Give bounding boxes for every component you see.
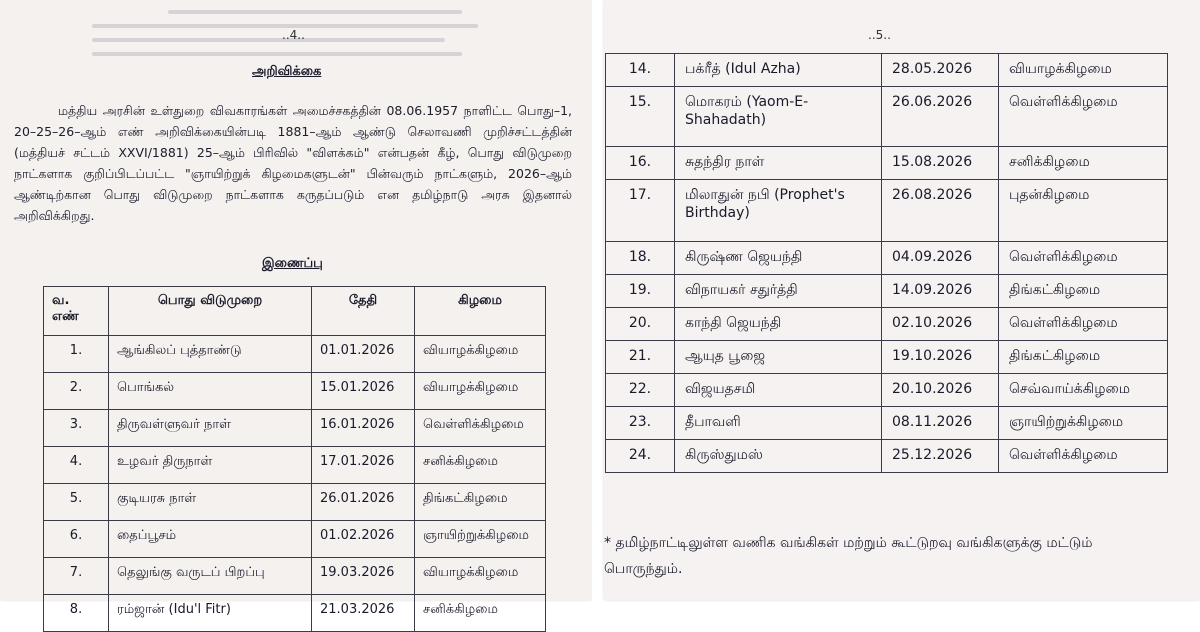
table-row bbox=[606, 374, 1168, 407]
date-cell: 26.06.2026 bbox=[882, 87, 999, 147]
serial-cell: 6. bbox=[44, 521, 109, 558]
table-row bbox=[44, 373, 546, 410]
header-day: கிழமை bbox=[415, 287, 546, 336]
serial-cell: 3. bbox=[44, 410, 109, 447]
holiday-cell: பொங்கல் bbox=[109, 373, 312, 410]
left-page bbox=[0, 0, 592, 617]
day-cell: திங்கட்கிழமை bbox=[999, 341, 1168, 374]
holiday-cell: ரம்ஜான் (Idu'l Fitr) bbox=[109, 595, 312, 632]
date-cell: 26.01.2026 bbox=[312, 484, 415, 521]
notice-paragraph: மத்திய அரசின் உள்துறை விவகாரங்கள் அமைச்சகத்தின் 08.06.1957 நாளிட்ட பொது–1, 20–25–26–ஆம் எண் அறிவிக்கையின்படி 1881–ஆம் ஆண்டு செலாவணி முறிச்சட்டத்தின் (மத்தியச் சட்டம் XXVI/1881) 25–ஆம் பிரிவில் "விளக்கம்" என்பதன் கீழ், பொது விடுமுறை நாட்களாக குறிப்பிடப்பட்ட "ஞாயிற்றுக் கிழமைகளுடன்" பின்வரும் நாட்களும், 2026–ஆம் ஆண்டிற்கான பொது விடுமுறை நாட்களாக கருதப்படும் என தமிழ்நாடு அரசு இதனால் அறிவிக்கிறது. bbox=[14, 103, 572, 223]
serial-cell: 4. bbox=[44, 447, 109, 484]
table-row bbox=[606, 147, 1168, 180]
header-date: தேதி bbox=[312, 287, 415, 336]
serial-cell: 21. bbox=[606, 341, 675, 374]
day-cell: வியாழக்கிழமை bbox=[415, 558, 546, 595]
date-cell: 28.05.2026 bbox=[882, 54, 999, 87]
holiday-cell: காந்தி ஜெயந்தி bbox=[675, 308, 882, 341]
table-header-row bbox=[44, 287, 546, 336]
table-row bbox=[606, 242, 1168, 275]
serial-cell: 17. bbox=[606, 180, 675, 242]
annex-title: இணைப்பு bbox=[262, 256, 323, 271]
right-page bbox=[604, 0, 1200, 600]
day-cell: சனிக்கிழமை bbox=[415, 447, 546, 484]
date-cell: 19.03.2026 bbox=[312, 558, 415, 595]
holiday-cell: ஆங்கிலப் புத்தாண்டு bbox=[109, 336, 312, 373]
serial-cell: 19. bbox=[606, 275, 675, 308]
table-row bbox=[44, 336, 546, 373]
holiday-cell: பக்ரீத் (Idul Azha) bbox=[675, 54, 882, 87]
day-cell: திங்கட்கிழமை bbox=[999, 275, 1168, 308]
serial-cell: 24. bbox=[606, 440, 675, 473]
day-cell: வியாழக்கிழமை bbox=[999, 54, 1168, 87]
holiday-cell: மிலாதுன் நபி (Prophet's Birthday) bbox=[675, 180, 882, 242]
holiday-cell: தீபாவளி bbox=[675, 407, 882, 440]
serial-cell: 15. bbox=[606, 87, 675, 147]
page-number: ..4.. bbox=[282, 28, 305, 42]
serial-cell: 23. bbox=[606, 407, 675, 440]
serial-cell: 18. bbox=[606, 242, 675, 275]
table-row bbox=[44, 447, 546, 484]
date-cell: 20.10.2026 bbox=[882, 374, 999, 407]
table-row bbox=[606, 180, 1168, 242]
day-cell: சனிக்கிழமை bbox=[999, 147, 1168, 180]
holiday-cell: சுதந்திர நாள் bbox=[675, 147, 882, 180]
day-cell: ஞாயிற்றுக்கிழமை bbox=[415, 521, 546, 558]
serial-cell: 16. bbox=[606, 147, 675, 180]
day-cell: புதன்கிழமை bbox=[999, 180, 1168, 242]
serial-cell: 7. bbox=[44, 558, 109, 595]
serial-cell: 5. bbox=[44, 484, 109, 521]
table-row bbox=[606, 87, 1168, 147]
day-cell: வெள்ளிக்கிழமை bbox=[415, 410, 546, 447]
serial-cell: 1. bbox=[44, 336, 109, 373]
holiday-cell: கிருஷ்ண ஜெயந்தி bbox=[675, 242, 882, 275]
table-row bbox=[606, 440, 1168, 473]
page-gutter bbox=[592, 0, 604, 600]
day-cell: வியாழக்கிழமை bbox=[415, 373, 546, 410]
date-cell: 02.10.2026 bbox=[882, 308, 999, 341]
date-cell: 26.08.2026 bbox=[882, 180, 999, 242]
holiday-cell: விநாயகர் சதுர்த்தி bbox=[675, 275, 882, 308]
day-cell: வெள்ளிக்கிழமை bbox=[999, 242, 1168, 275]
holiday-cell: திருவள்ளுவர் நாள் bbox=[109, 410, 312, 447]
page-number: ..5.. bbox=[868, 28, 891, 42]
date-cell: 01.01.2026 bbox=[312, 336, 415, 373]
serial-cell: 8. bbox=[44, 595, 109, 632]
table-row bbox=[606, 308, 1168, 341]
header-holiday: பொது விடுமுறை bbox=[109, 287, 312, 336]
serial-cell: 14. bbox=[606, 54, 675, 87]
day-cell: திங்கட்கிழமை bbox=[415, 484, 546, 521]
day-cell: செவ்வாய்க்கிழமை bbox=[999, 374, 1168, 407]
holiday-table-continued bbox=[605, 53, 1168, 473]
serial-cell: 20. bbox=[606, 308, 675, 341]
header-serial: வ. எண் bbox=[44, 287, 109, 336]
date-cell: 16.01.2026 bbox=[312, 410, 415, 447]
notice-title: அறிவிக்கை bbox=[252, 64, 322, 79]
table-row bbox=[606, 54, 1168, 87]
date-cell: 08.11.2026 bbox=[882, 407, 999, 440]
date-cell: 17.01.2026 bbox=[312, 447, 415, 484]
table-row bbox=[606, 341, 1168, 374]
table-row bbox=[44, 484, 546, 521]
day-cell: வெள்ளிக்கிழமை bbox=[999, 308, 1168, 341]
holiday-table bbox=[43, 286, 546, 632]
date-cell: 15.01.2026 bbox=[312, 373, 415, 410]
serial-cell: 2. bbox=[44, 373, 109, 410]
table-row bbox=[44, 521, 546, 558]
holiday-cell: மொகரம் (Yaom-E-Shahadath) bbox=[675, 87, 882, 147]
table-row bbox=[606, 275, 1168, 308]
table-row bbox=[44, 410, 546, 447]
table-row bbox=[44, 558, 546, 595]
date-cell: 15.08.2026 bbox=[882, 147, 999, 180]
day-cell: வெள்ளிக்கிழமை bbox=[999, 440, 1168, 473]
day-cell: ஞாயிற்றுக்கிழமை bbox=[999, 407, 1168, 440]
serial-cell: 22. bbox=[606, 374, 675, 407]
table-row bbox=[44, 595, 546, 632]
holiday-cell: விஜயதசமி bbox=[675, 374, 882, 407]
date-cell: 21.03.2026 bbox=[312, 595, 415, 632]
holiday-cell: தெலுங்கு வருடப் பிறப்பு bbox=[109, 558, 312, 595]
date-cell: 19.10.2026 bbox=[882, 341, 999, 374]
footnote: * தமிழ்நாட்டிலுள்ள வணிக வங்கிகள் மற்றும் கூட்டுறவு வங்கிகளுக்கு மட்டும் பொருந்தும். bbox=[604, 535, 1093, 577]
holiday-cell: ஆயுத பூஜை bbox=[675, 341, 882, 374]
table-row bbox=[606, 407, 1168, 440]
date-cell: 01.02.2026 bbox=[312, 521, 415, 558]
holiday-cell: கிருஸ்துமஸ் bbox=[675, 440, 882, 473]
holiday-cell: தைப்பூசம் bbox=[109, 521, 312, 558]
day-cell: வெள்ளிக்கிழமை bbox=[999, 87, 1168, 147]
holiday-cell: உழவர் திருநாள் bbox=[109, 447, 312, 484]
date-cell: 25.12.2026 bbox=[882, 440, 999, 473]
day-cell: சனிக்கிழமை bbox=[415, 595, 546, 632]
date-cell: 14.09.2026 bbox=[882, 275, 999, 308]
day-cell: வியாழக்கிழமை bbox=[415, 336, 546, 373]
holiday-cell: குடியரசு நாள் bbox=[109, 484, 312, 521]
date-cell: 04.09.2026 bbox=[882, 242, 999, 275]
